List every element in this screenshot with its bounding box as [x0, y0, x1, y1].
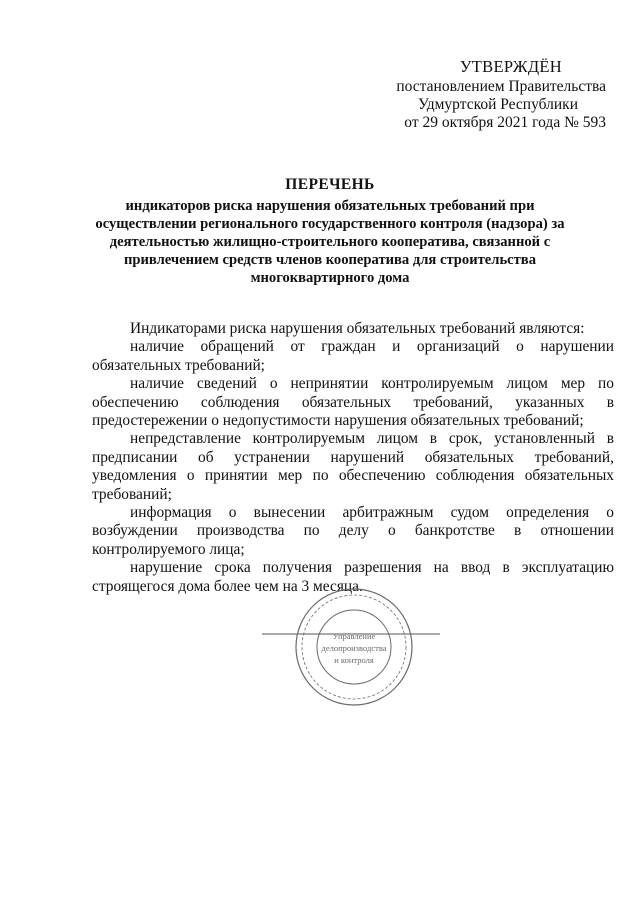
- stamp-text-1: Управление: [332, 631, 376, 641]
- title-line-5: многоквартирного дома: [250, 270, 410, 286]
- stamp-area: [262, 585, 452, 715]
- title-line-2: осуществлении регионального государственного контроля (надзора) за: [95, 216, 565, 232]
- list-item: наличие обращений от граждан и организаций о нарушении обязательных требований;: [92, 338, 614, 374]
- title-line-1: индикаторов риска нарушения обязательных требований при: [125, 198, 535, 214]
- document-title: [90, 176, 570, 287]
- list-item: информация о вынесении арбитражным судом определения о возбуждении производства по делу о банкротстве в отношении контролируемого лица;: [92, 504, 614, 558]
- approval-heading: УТВЕРЖДЁН: [459, 57, 562, 76]
- approval-line-3: от 29 октября 2021 года № 593: [404, 114, 606, 131]
- stamp-text-3: и контроля: [334, 655, 374, 665]
- body-intro: Индикаторами риска нарушения обязательных требований являются:: [130, 320, 585, 337]
- title-line-4: привлечением средств членов кооператива для строительства: [124, 252, 536, 268]
- document-body: [92, 320, 614, 596]
- approval-line-1: постановлением Правительства: [396, 78, 606, 95]
- title-line-3: деятельностью жилищно-строительного кооператива, связанной с: [109, 234, 551, 250]
- list-item: нарушение срока получения разрешения на ввод в эксплуатацию строящегося дома более чем на 3 месяца.: [92, 559, 614, 595]
- list-item: непредставление контролируемым лицом в срок, установленный в предписании об устранении нарушений обязательных требований, уведомления о принятии мер по обеспечению соблюдения обязательных требований;: [92, 430, 614, 503]
- approval-line-2: Удмуртской Республики: [417, 96, 578, 113]
- office-stamp: [262, 585, 452, 715]
- title-main: ПЕРЕЧЕНЬ: [285, 176, 375, 193]
- approval-block: [346, 58, 606, 132]
- stamp-text-2: делопроизводства: [321, 643, 387, 653]
- list-item: наличие сведений о непринятии контролируемым лицом мер по обеспечению соблюдения обязательных требований, указанных в предостережении о недопустимости нарушения обязательных требований;: [92, 375, 614, 430]
